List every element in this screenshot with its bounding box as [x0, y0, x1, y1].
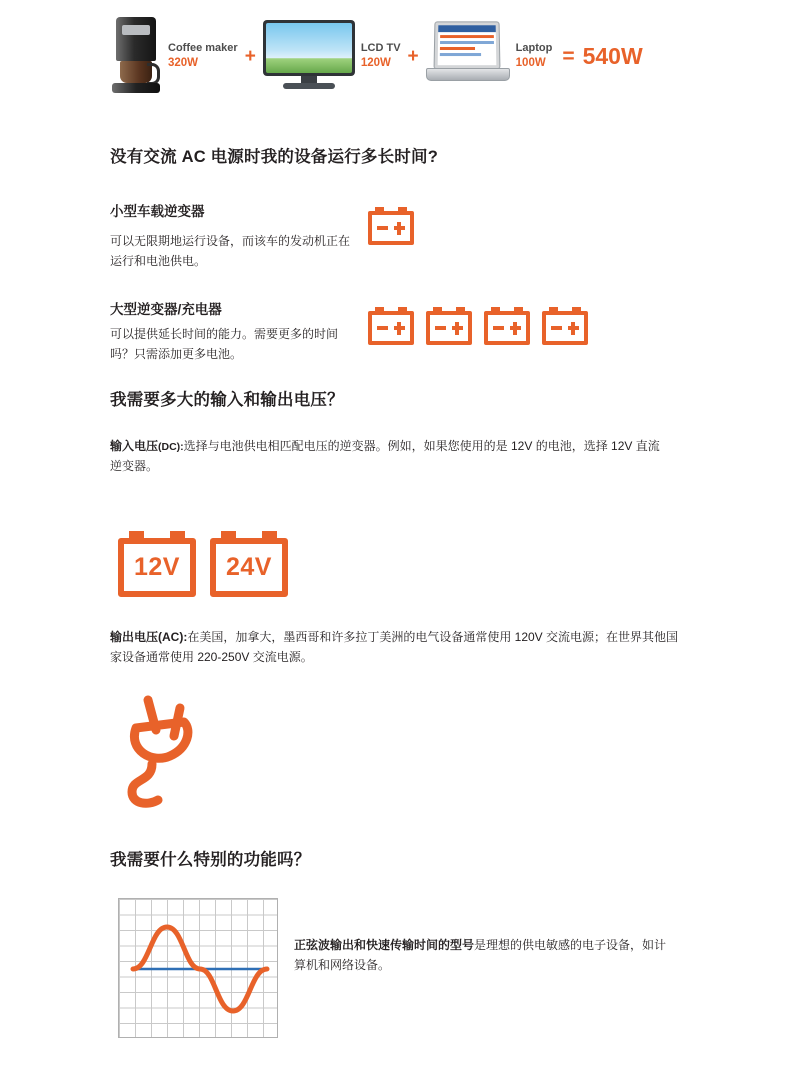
- equals-sign: =: [562, 44, 575, 68]
- appliance-coffee-maker: [110, 6, 238, 106]
- plus-sign: +: [407, 45, 419, 67]
- appliance-name: LCD TV: [360, 41, 401, 54]
- label-output-voltage: 输出电压(AC):: [110, 630, 188, 644]
- battery-icon: [368, 307, 414, 345]
- battery-12v-label: 12V: [134, 553, 180, 581]
- text-features-bold: 正弦波输出和快速传输时间的型号: [294, 938, 475, 952]
- laptop-icon: [426, 21, 510, 91]
- appliance-watts: 120W: [360, 56, 391, 69]
- label-input-voltage-suffix: (DC):: [158, 441, 184, 453]
- battery-icon-group-small: [368, 207, 414, 245]
- total-watts: 540W: [582, 42, 643, 69]
- heading-features: 我需要什么特别的功能吗？: [110, 851, 311, 869]
- coffee-maker-icon: [110, 17, 162, 95]
- text-output-voltage-body: 在美国，加拿大，墨西哥和许多拉丁美洲的电气设备通常使用 120V 交流电源；在世界其他国家设备通常使用 220-250V 交流电源。: [110, 630, 679, 664]
- battery-24v-label: 24V: [226, 553, 272, 581]
- battery-voltage-options: [118, 531, 288, 597]
- sine-wave-chart: [118, 898, 278, 1038]
- battery-icon: [426, 307, 472, 345]
- label-input-voltage: 输入电压: [110, 439, 159, 453]
- appliance-name: Laptop: [515, 41, 553, 54]
- appliance-watts: 320W: [168, 56, 199, 69]
- appliance-laptop: [426, 6, 553, 106]
- power-plug-icon: [118, 694, 228, 812]
- appliance-watts: 100W: [515, 56, 546, 69]
- text-input-voltage-body: 选择与电池供电相匹配电压的逆变器。例如，如果您使用的是 12V 的电池，选择 12V 直流逆变器。: [110, 439, 660, 473]
- battery-icon: [484, 307, 530, 345]
- subheading-small-inverter: 小型车载逆变器: [110, 204, 205, 219]
- text-input-voltage: [110, 437, 670, 477]
- battery-icon: [542, 307, 588, 345]
- text-features-rest: 是理想的供电敏感的电子设备，如计算机和网络设备。: [294, 938, 667, 972]
- battery-icon: [368, 207, 414, 245]
- battery-icon-group-large: [368, 307, 588, 345]
- text-large-inverter: 可以提供延长时间的能力。需要更多的时间吗？只需添加更多电池。: [110, 327, 339, 361]
- battery-24v-icon: [210, 531, 288, 597]
- text-output-voltage: [110, 628, 680, 668]
- heading-voltage: 我需要多大的输入和输出电压？: [110, 391, 344, 409]
- heading-runtime: 没有交流 AC 电源时我的设备运行多长时间?: [110, 148, 438, 166]
- text-small-inverter: 可以无限期地运行设备，而该车的发动机正在运行和电池供电。: [110, 234, 351, 268]
- plus-sign: +: [244, 45, 256, 67]
- subheading-large-inverter: 大型逆变器/充电器: [110, 302, 222, 317]
- appliance-lcd-tv: [263, 6, 401, 106]
- battery-12v-icon: [118, 531, 196, 597]
- text-features: [294, 936, 674, 976]
- appliance-name: Coffee maker: [168, 41, 238, 54]
- appliance-wattage-strip: [110, 6, 680, 106]
- lcd-tv-icon: [263, 20, 355, 92]
